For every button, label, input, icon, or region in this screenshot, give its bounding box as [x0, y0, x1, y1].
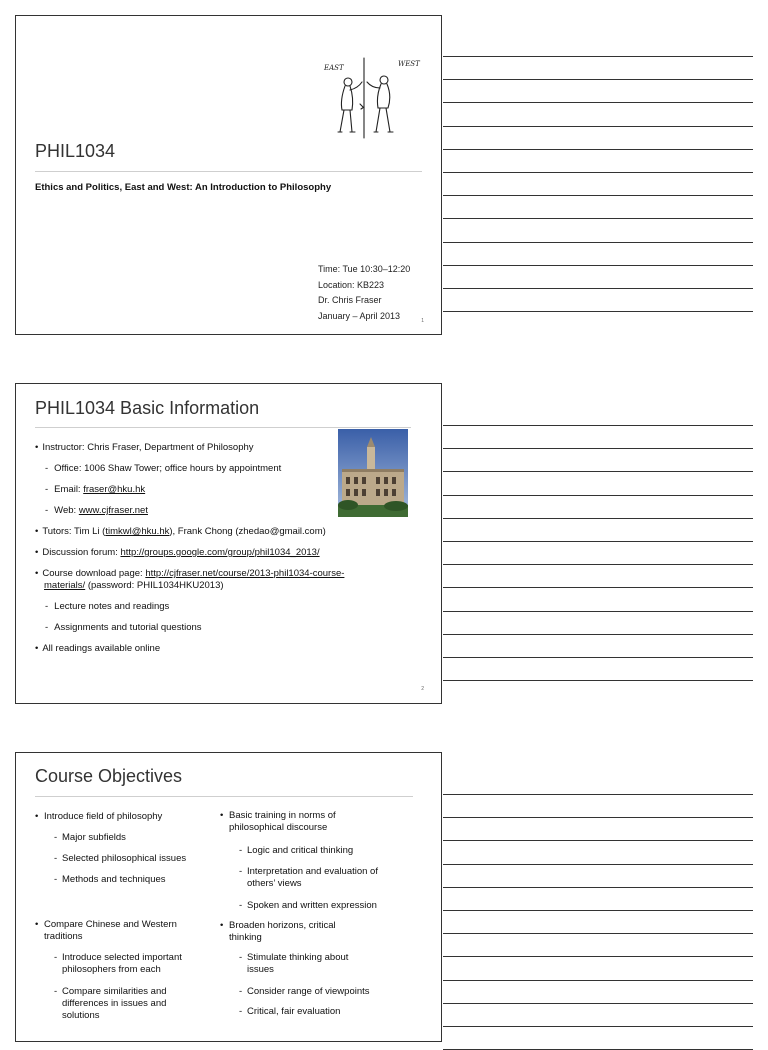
objective-item: [35, 986, 167, 1022]
slide-2-title: PHIL1034 Basic Information: [35, 398, 260, 418]
note-line: [443, 564, 753, 565]
note-line: [443, 910, 753, 911]
note-line: [443, 518, 753, 519]
objective-item: [35, 952, 182, 976]
list-item-tutors: • Tutors: Tim Li (timkwl@hku.hk), Frank Chong (zhedao@gmail.com): [35, 526, 326, 538]
note-line: [443, 195, 753, 196]
objective-line: - Major subfields: [62, 832, 126, 843]
objective-line: - Critical, fair evaluation: [247, 1006, 341, 1017]
objective-item: [220, 952, 348, 976]
meta-location: Location: KB223: [318, 279, 385, 290]
note-line: [443, 1026, 753, 1027]
objective-item: [220, 810, 336, 834]
objective-line: others’ views: [247, 878, 302, 889]
objective-line: • Basic training in norms of: [229, 810, 336, 821]
objective-line: • Introduce field of philosophy: [44, 811, 163, 822]
objective-item: [220, 920, 336, 944]
objective-item: [35, 832, 126, 844]
note-line: [443, 172, 753, 173]
note-line: [443, 887, 753, 888]
sketch-label-right: WEST: [398, 60, 420, 68]
note-line: [443, 956, 753, 957]
list-item-web: - Web: www.cjfraser.net: [45, 505, 148, 517]
objective-line: - Introduce selected important: [62, 952, 182, 963]
university-building-photo: [338, 429, 408, 517]
slide-2: [15, 383, 442, 704]
objective-item: [35, 919, 177, 943]
objective-line: - Consider range of viewpoints: [247, 986, 370, 997]
note-line: [443, 56, 753, 57]
objective-item: [35, 811, 162, 823]
note-line: [443, 840, 753, 841]
course-meta: [318, 262, 410, 324]
note-line: [443, 680, 753, 681]
slide-1: [15, 15, 442, 335]
note-line: [443, 311, 753, 312]
objective-line: • Compare Chinese and Western: [44, 919, 177, 930]
title-divider: [35, 796, 413, 797]
objective-line: issues: [247, 964, 274, 975]
note-line: [443, 79, 753, 80]
slide-3-title: Course Objectives: [35, 766, 183, 786]
list-item-download: • Course download page: http://cjfraser.net/course/2013-phil1034-course-: [35, 568, 344, 580]
note-line: [443, 448, 753, 449]
slide-3: [15, 752, 442, 1042]
objective-line: philosophical discourse: [229, 822, 328, 833]
list-item-instructor: • Instructor: Chris Fraser, Department of Philosophy: [35, 442, 254, 454]
objective-line: - Logic and critical thinking: [247, 845, 354, 856]
note-line: [443, 817, 753, 818]
tutor-email-link[interactable]: timkwl@hku.hk: [105, 526, 170, 537]
note-line: [443, 634, 753, 635]
note-line: [443, 587, 753, 588]
objective-item: [220, 1006, 340, 1018]
list-item-readings: • All readings available online: [35, 643, 160, 655]
download-link-cont[interactable]: materials/: [44, 580, 86, 591]
page-number: 2: [421, 686, 424, 692]
note-line: [443, 265, 753, 266]
list-item-office: - Office: 1006 Shaw Tower; office hours by appointment: [45, 463, 281, 475]
note-line: [443, 794, 753, 795]
note-line: [443, 218, 753, 219]
objective-item: [35, 853, 186, 865]
list-item-download-cont: materials/ (password: PHIL1034HKU2013): [44, 580, 224, 591]
note-line: [443, 288, 753, 289]
objective-line: solutions: [62, 1010, 100, 1021]
objective-line: - Spoken and written expression: [247, 900, 377, 911]
slide-1-title: PHIL1034: [35, 141, 116, 161]
page-number: 1: [421, 318, 424, 324]
objective-item: [220, 900, 377, 912]
objective-line: - Selected philosophical issues: [62, 853, 187, 864]
title-divider: [35, 427, 411, 428]
note-line: [443, 1003, 753, 1004]
note-line: [443, 126, 753, 127]
note-line: [443, 980, 753, 981]
note-line: [443, 149, 753, 150]
objective-line: thinking: [229, 932, 262, 943]
note-line: [443, 933, 753, 934]
objective-line: - Interpretation and evaluation of: [247, 866, 378, 877]
download-link[interactable]: http://cjfraser.net/course/2013-phil1034-course-: [145, 568, 345, 579]
objective-item: [35, 874, 166, 886]
meta-time: Time: Tue 10:30–12:20: [318, 264, 411, 274]
note-line: [443, 864, 753, 865]
objective-line: - Methods and techniques: [62, 874, 166, 885]
note-line: [443, 425, 753, 426]
note-line: [443, 471, 753, 472]
forum-link[interactable]: http://groups.google.com/group/phil1034_2013/: [120, 547, 320, 558]
note-line: [443, 102, 753, 103]
web-link[interactable]: www.cjfraser.net: [78, 505, 148, 516]
objective-line: - Stimulate thinking about: [247, 952, 349, 963]
list-item-email: - Email: fraser@hku.hk: [45, 484, 145, 496]
objective-item: [220, 866, 378, 890]
list-item-assignments: - Assignments and tutorial questions: [45, 622, 202, 634]
list-item-lecture-notes: - Lecture notes and readings: [45, 601, 169, 613]
note-line: [443, 611, 753, 612]
note-line: [443, 541, 753, 542]
slide-1-subtitle: Ethics and Politics, East and West: An Introduction to Philosophy: [35, 182, 332, 193]
note-line: [443, 242, 753, 243]
list-item-forum: • Discussion forum: http://groups.google.com/group/phil1034_2013/: [35, 547, 320, 559]
meta-term: January – April 2013: [318, 310, 401, 321]
email-link[interactable]: fraser@hku.hk: [83, 484, 146, 495]
objective-item: [220, 986, 370, 998]
meta-instructor: Dr. Chris Fraser: [318, 295, 382, 305]
objective-line: • Broaden horizons, critical: [229, 920, 336, 931]
title-divider: [35, 171, 422, 172]
objective-line: traditions: [44, 931, 83, 942]
objective-line: differences in issues and: [62, 998, 167, 1009]
objective-item: [220, 845, 353, 857]
objective-line: - Compare similarities and: [62, 986, 167, 997]
note-line: [443, 495, 753, 496]
east-west-sketch: [312, 52, 426, 140]
objective-line: philosophers from each: [62, 964, 161, 975]
sketch-label-left: EAST: [324, 64, 344, 72]
note-line: [443, 657, 753, 658]
